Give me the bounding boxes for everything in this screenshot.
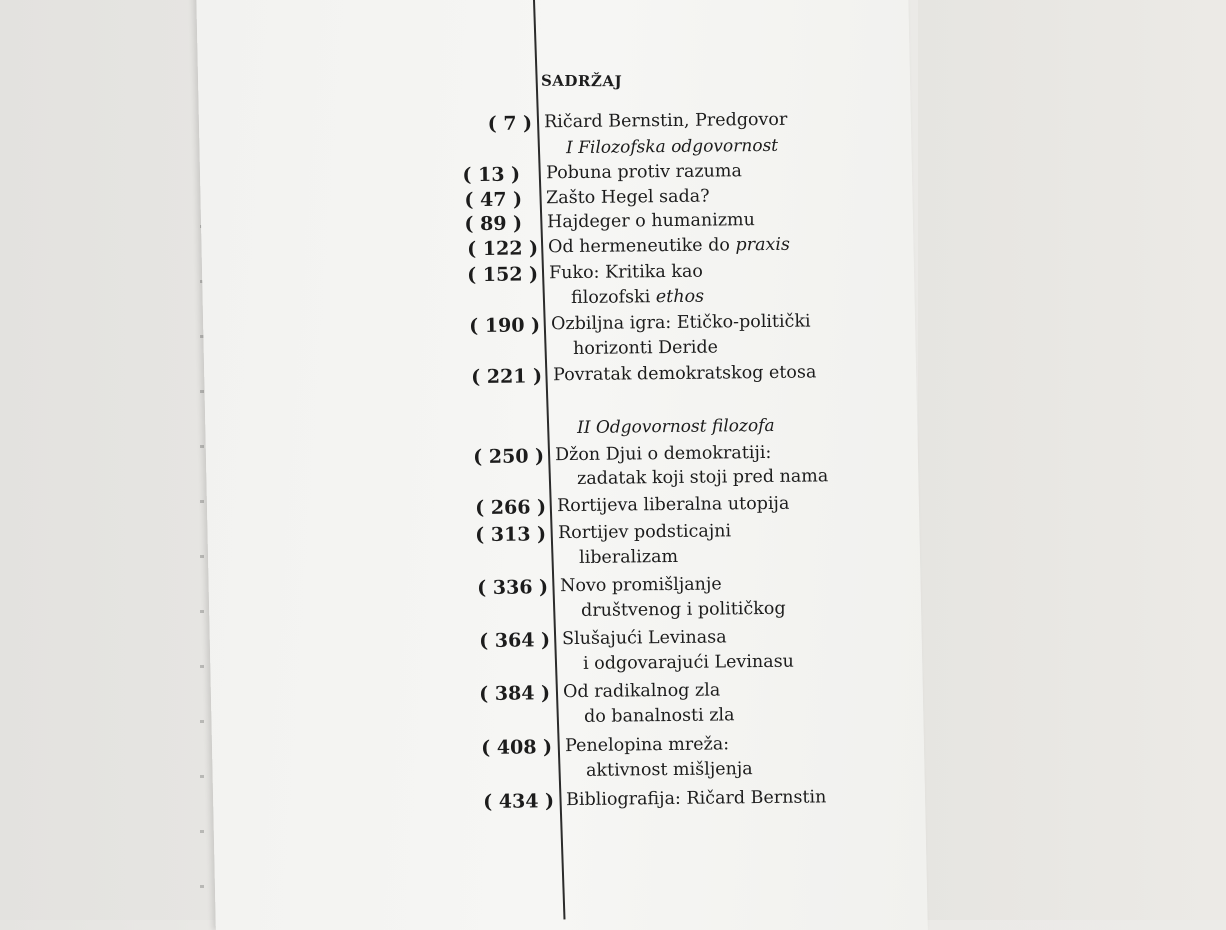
entry-title: Povratak demokratskog etosa <box>552 362 817 386</box>
entry-title-italic: praxis <box>735 234 791 256</box>
page-number: ( 266 ) <box>475 496 547 520</box>
page-number: ( 190 ) <box>469 314 541 338</box>
entry-title: Ričard Bernstin, Predgovor <box>543 109 788 133</box>
page-number: ( 47 ) <box>464 188 523 212</box>
page-number: ( 221 ) <box>471 365 543 389</box>
page-number: ( 7 ) <box>487 112 533 135</box>
page-number: ( 13 ) <box>462 163 521 187</box>
entry-title-italic: ethos <box>655 286 705 308</box>
page-number: ( 250 ) <box>473 445 545 469</box>
entry-title: Rortijeva liberalna utopija <box>556 493 790 517</box>
entry-title: Zašto Hegel sada? <box>545 186 710 209</box>
page-number: ( 408 ) <box>481 736 553 759</box>
section-title: I Filozofska odgovornost <box>565 135 779 159</box>
page-number: ( 336 ) <box>477 576 549 600</box>
facing-page <box>0 0 215 920</box>
entry-title: društvenog i političkog <box>580 598 786 621</box>
entry-title: Džon Djui o demokratiji: <box>554 442 772 466</box>
entry-title: Bibliografija: Ričard Bernstin <box>565 787 827 811</box>
page-number: ( 122 ) <box>467 237 539 261</box>
entry-title: Slušajući Levinasa <box>561 627 727 650</box>
entry-title: Rortijev podsticajni <box>557 521 732 544</box>
page-number: ( 384 ) <box>479 682 551 705</box>
entry-title-text: filozofski <box>570 287 651 309</box>
page-number: ( 89 ) <box>464 212 523 236</box>
entry-title: Fuko: Kritika kao <box>548 261 704 284</box>
entry-title <box>571 287 704 308</box>
entry-title: Penelopina mreža: <box>564 734 730 757</box>
page-number: ( 434 ) <box>483 790 555 813</box>
entry-title: do banalnosti zla <box>583 705 735 727</box>
entry-title: Hajdeger o humanizmu <box>546 210 755 233</box>
entry-title: zadatak koji stoji pred nama <box>576 466 829 489</box>
entry-title <box>548 235 790 258</box>
page-number: ( 152 ) <box>467 263 539 287</box>
section-title: II Odgovornost filozofa <box>576 415 775 438</box>
entry-title: i odgovarajući Levinasu <box>582 651 795 674</box>
table-surface <box>918 0 1226 920</box>
entry-title: horizonti Deride <box>572 337 719 359</box>
entry-title: Novo promišljanje <box>559 574 722 597</box>
entry-title: aktivnost mišljenja <box>585 759 753 781</box>
toc-heading: SADRŽAJ <box>540 71 623 91</box>
entry-title: Pobuna protiv razuma <box>545 161 743 184</box>
entry-title: Od radikalnog zla <box>562 680 721 703</box>
page-number: ( 313 ) <box>475 523 547 547</box>
entry-title-text: Od hermeneutike do <box>547 235 731 258</box>
page-number: ( 364 ) <box>479 629 551 652</box>
entry-title: Ozbiljna igra: Etičko-politički <box>550 311 811 335</box>
entry-title: liberalizam <box>578 546 679 568</box>
